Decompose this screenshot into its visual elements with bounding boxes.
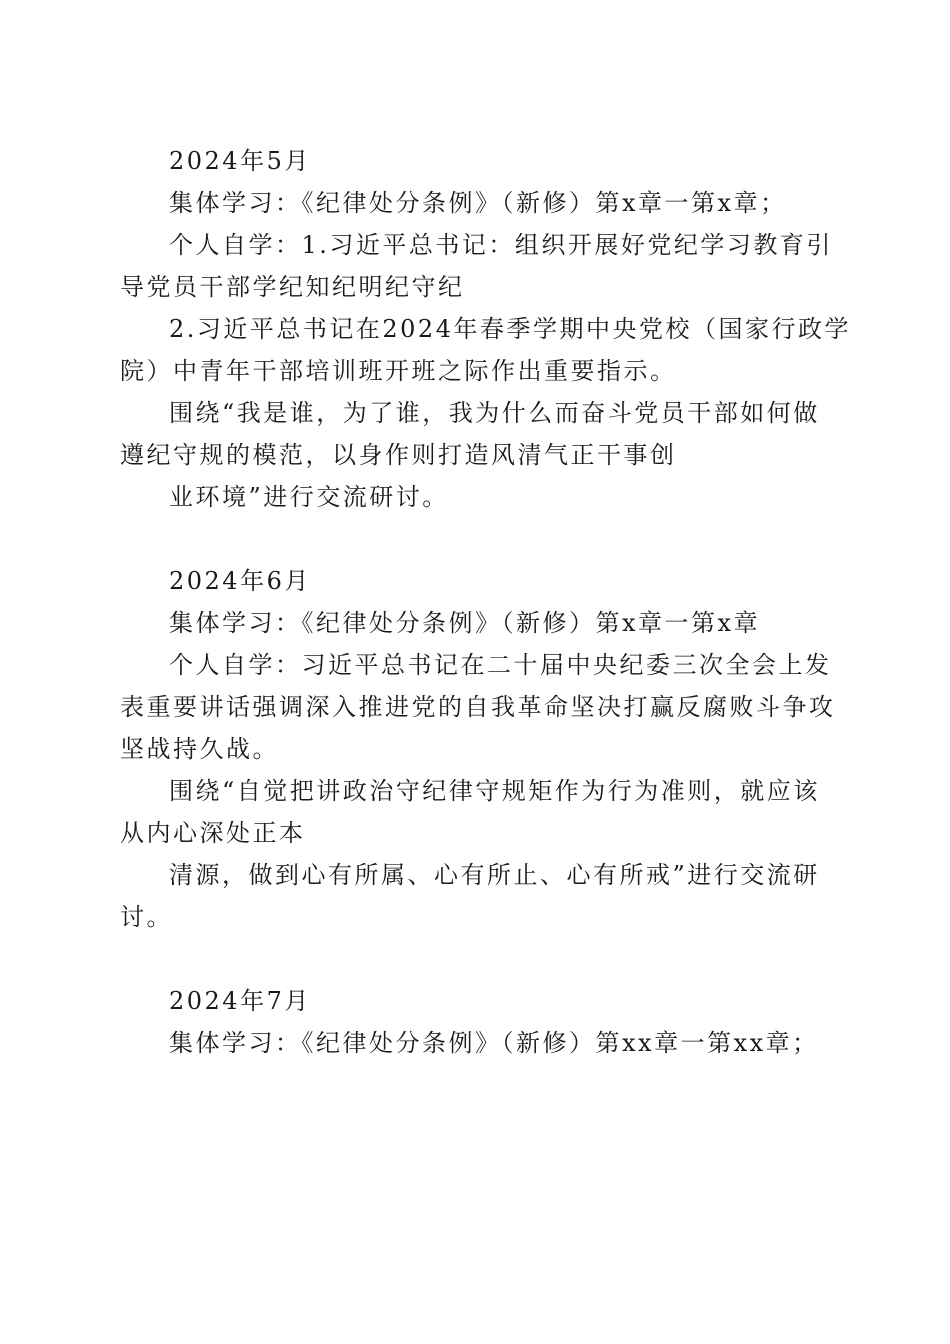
section-may: [120, 140, 851, 518]
section-june: [120, 560, 836, 938]
text-line: 业环境”进行交流研讨。: [169, 483, 449, 511]
self-study-line: 个人自学：习近平总书记在二十届中央纪委三次全会上发: [169, 651, 832, 679]
text-line: 导党员干部学纪知纪明纪守纪: [120, 273, 465, 301]
text-line: 表重要讲话强调深入推进党的自我革命坚决打赢反腐败斗争攻: [120, 693, 836, 721]
text-line: 遵纪守规的模范，以身作则打造风清气正干事创: [120, 441, 677, 469]
group-study-line: 集体学习：《纪律处分条例》（新修）第x章一第x章；: [169, 189, 787, 217]
group-study-line: 集体学习：《纪律处分条例》（新修）第x章一第x章: [169, 609, 761, 637]
month-heading: 2024年5月: [169, 147, 311, 175]
document-body: [120, 140, 851, 1064]
text-line: 从内心深处正本: [120, 819, 306, 847]
text-line: 讨。: [120, 903, 173, 931]
text-line: 院）中青年干部培训班开班之际作出重要指示。: [120, 357, 677, 385]
month-heading: 2024年7月: [169, 987, 311, 1015]
section-july: [120, 980, 830, 1064]
discussion-line: 围绕“我是谁，为了谁，我为什么而奋斗党员干部如何做: [169, 399, 820, 427]
self-study-line: 个人自学：1.习近平总书记：组织开展好党纪学习教育引: [169, 231, 833, 259]
text-line: 清源，做到心有所属、心有所止、心有所戒”进行交流研: [169, 861, 820, 889]
text-line: 2.习近平总书记在2024年春季学期中央党校（国家行政学: [169, 315, 851, 343]
group-study-line: 集体学习：《纪律处分条例》（新修）第xx章一第xx章；: [169, 1029, 819, 1057]
month-heading: 2024年6月: [169, 567, 311, 595]
text-line: 坚战持久战。: [120, 735, 279, 763]
discussion-line: 围绕“自觉把讲政治守纪律守规矩作为行为准则，就应该: [169, 777, 820, 805]
